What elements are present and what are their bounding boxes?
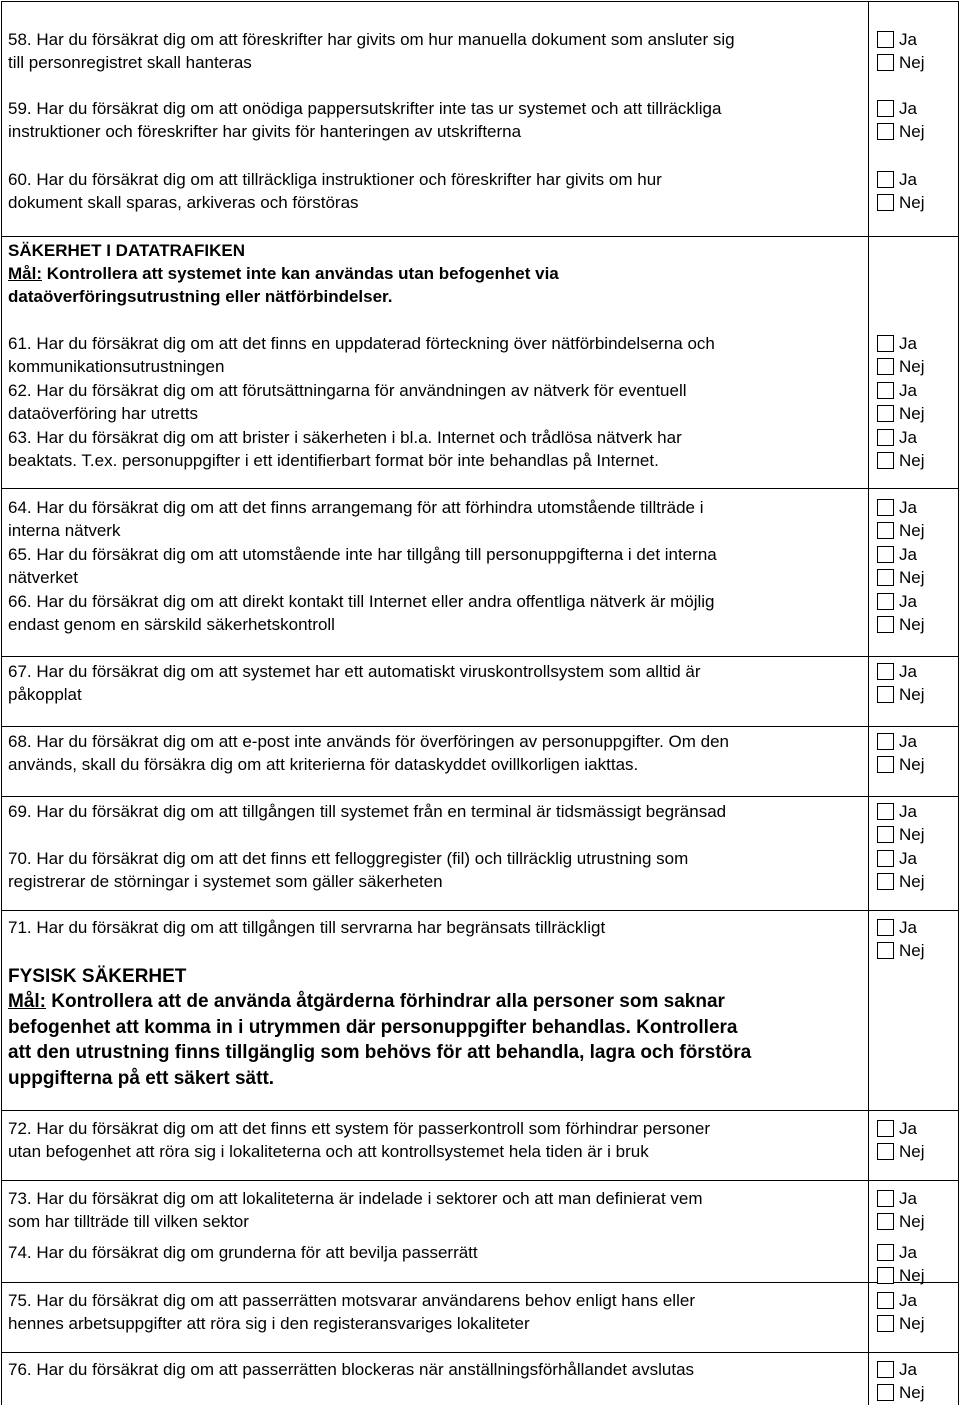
row-divider — [1, 1, 959, 2]
answer-options — [877, 847, 957, 893]
no-label: Nej — [899, 404, 925, 423]
no-label: Nej — [899, 1266, 925, 1285]
no-checkbox[interactable] — [877, 1267, 894, 1284]
question-text: 74. Har du försäkrat dig om grunderna för att bevilja passerrätt — [8, 1243, 478, 1262]
yes-checkbox[interactable] — [877, 919, 894, 936]
row-divider — [1, 488, 959, 489]
answer-options — [877, 332, 957, 378]
question-text: 66. Har du försäkrat dig om att direkt kontakt till Internet eller andra offentliga nätverk är möjlig endast genom en särskild säkerhetskontroll — [8, 592, 715, 634]
yes-checkbox[interactable] — [877, 31, 894, 48]
no-checkbox[interactable] — [877, 522, 894, 539]
row-divider — [1, 1352, 959, 1353]
no-checkbox[interactable] — [877, 942, 894, 959]
answer-options — [877, 379, 957, 425]
no-checkbox[interactable] — [877, 358, 894, 375]
yes-checkbox[interactable] — [877, 1361, 894, 1378]
yes-checkbox[interactable] — [877, 429, 894, 446]
no-label: Nej — [899, 357, 925, 376]
yes-checkbox[interactable] — [877, 1190, 894, 1207]
yes-label: Ja — [899, 170, 917, 189]
question-text: 72. Har du försäkrat dig om att det finns ett system för passerkontroll som förhindrar personer utan befogenhet att röra sig i lokaliteterna och att kontrollsystemet hela tiden är i bruk — [8, 1119, 711, 1161]
answer-options — [877, 168, 957, 214]
yes-checkbox[interactable] — [877, 546, 894, 563]
yes-checkbox[interactable] — [877, 335, 894, 352]
yes-checkbox[interactable] — [877, 1292, 894, 1309]
row-divider — [1, 1110, 959, 1111]
no-label: Nej — [899, 1212, 925, 1231]
answer-options — [877, 1358, 957, 1404]
yes-checkbox[interactable] — [877, 593, 894, 610]
table-column-divider — [868, 1, 869, 1405]
question-text: 67. Har du försäkrat dig om att systemet har ett automatiskt viruskontrollsystem som alltid är påkopplat — [8, 662, 701, 704]
no-label: Nej — [899, 521, 925, 540]
no-label: Nej — [899, 451, 925, 470]
no-label: Nej — [899, 615, 925, 634]
question-text: 61. Har du försäkrat dig om att det finns en uppdaterad förteckning över nätförbindelserna och kommunikationsutrustningen — [8, 334, 715, 376]
answer-options — [877, 916, 957, 962]
answer-options — [877, 730, 957, 776]
no-label: Nej — [899, 193, 925, 212]
yes-label: Ja — [899, 662, 917, 681]
question-text: 58. Har du försäkrat dig om att föreskrifter har givits om hur manuella dokument som ansluter sig till personregistret skall hanteras — [8, 30, 735, 72]
no-checkbox[interactable] — [877, 54, 894, 71]
no-label: Nej — [899, 685, 925, 704]
question-text: 70. Har du försäkrat dig om att det finns ett felloggregister (fil) och tillräcklig utrustning som registrerar de störningar i systemet som gäller säkerheten — [8, 849, 689, 891]
yes-label: Ja — [899, 1189, 917, 1208]
yes-label: Ja — [899, 381, 917, 400]
no-label: Nej — [899, 568, 925, 587]
no-label: Nej — [899, 941, 925, 960]
no-checkbox[interactable] — [877, 756, 894, 773]
yes-checkbox[interactable] — [877, 499, 894, 516]
answer-options — [877, 1117, 957, 1163]
no-checkbox[interactable] — [877, 569, 894, 586]
answer-options — [877, 1289, 957, 1335]
question-text: 59. Har du försäkrat dig om att onödiga pappersutskrifter inte tas ur systemet och att tillräckliga instruktioner och föreskrifter har givits för hanteringen av utskrifterna — [8, 99, 722, 141]
question-text: 69. Har du försäkrat dig om att tillgången till systemet från en terminal är tidsmässigt begränsad — [8, 802, 727, 821]
row-divider — [1, 1282, 959, 1283]
yes-label: Ja — [899, 1360, 917, 1379]
yes-label: Ja — [899, 1243, 917, 1262]
yes-checkbox[interactable] — [877, 100, 894, 117]
yes-label: Ja — [899, 592, 917, 611]
answer-options — [877, 97, 957, 143]
no-checkbox[interactable] — [877, 194, 894, 211]
no-checkbox[interactable] — [877, 405, 894, 422]
no-label: Nej — [899, 122, 925, 141]
yes-label: Ja — [899, 732, 917, 751]
yes-label: Ja — [899, 498, 917, 517]
section-goal — [8, 989, 864, 1091]
question-text: 73. Har du försäkrat dig om att lokaliteterna är indelade i sektorer och att man definierat vem som har tillträde till vilken sektor — [8, 1189, 703, 1231]
answer-options — [877, 496, 957, 542]
no-checkbox[interactable] — [877, 873, 894, 890]
table-border-right — [958, 1, 959, 1405]
answer-options — [877, 1241, 957, 1287]
row-divider — [1, 796, 959, 797]
yes-label: Ja — [899, 1291, 917, 1310]
yes-label: Ja — [899, 428, 917, 447]
no-checkbox[interactable] — [877, 452, 894, 469]
yes-label: Ja — [899, 849, 917, 868]
no-checkbox[interactable] — [877, 1315, 894, 1332]
no-label: Nej — [899, 1314, 925, 1333]
goal-prefix: Mål: — [8, 264, 42, 283]
no-checkbox[interactable] — [877, 1384, 894, 1401]
answer-options — [877, 660, 957, 706]
yes-checkbox[interactable] — [877, 663, 894, 680]
yes-label: Ja — [899, 802, 917, 821]
answer-options — [877, 1187, 957, 1233]
question-text: 71. Har du försäkrat dig om att tillgången till servrarna har begränsats tillräckligt — [8, 918, 606, 937]
question-text: 63. Har du försäkrat dig om att brister i säkerheten i bl.a. Internet och trådlösa nätverk har beaktats. T.ex. personuppgifter i ett identifierbart format bör inte behandlas på Internet. — [8, 428, 682, 470]
yes-label: Ja — [899, 1119, 917, 1138]
goal-text: Kontrollera att de använda åtgärderna förhindrar alla personer som saknar befogenhet att komma in i utrymmen där personuppgifter behandlas. Kontrollera att den utrustning finns tillgänglig som behövs för att behandla, lagra och förstöra uppgifterna på ett säkert sätt. — [8, 991, 752, 1089]
no-checkbox[interactable] — [877, 826, 894, 843]
yes-checkbox[interactable] — [877, 1120, 894, 1137]
yes-label: Ja — [899, 99, 917, 118]
yes-checkbox[interactable] — [877, 803, 894, 820]
answer-options — [877, 28, 957, 74]
no-label: Nej — [899, 872, 925, 891]
no-checkbox[interactable] — [877, 616, 894, 633]
yes-checkbox[interactable] — [877, 1244, 894, 1261]
no-label: Nej — [899, 1142, 925, 1161]
row-divider — [1, 656, 959, 657]
no-checkbox[interactable] — [877, 1143, 894, 1160]
yes-label: Ja — [899, 545, 917, 564]
yes-checkbox[interactable] — [877, 733, 894, 750]
question-text: 62. Har du försäkrat dig om att förutsättningarna för användningen av nätverk för eventuell dataöverföring har utretts — [8, 381, 687, 423]
no-label: Nej — [899, 53, 925, 72]
no-checkbox[interactable] — [877, 686, 894, 703]
section-title: SÄKERHET I DATATRAFIKEN — [8, 241, 246, 260]
section-goal — [8, 262, 858, 308]
answer-options — [877, 590, 957, 636]
goal-prefix: Mål: — [8, 991, 46, 1012]
question-text: 75. Har du försäkrat dig om att passerrätten motsvarar användarens behov enligt hans eller hennes arbetsuppgifter att röra sig i den registeransvariges lokaliteter — [8, 1291, 695, 1333]
yes-checkbox[interactable] — [877, 850, 894, 867]
no-label: Nej — [899, 1383, 925, 1402]
question-text: 65. Har du försäkrat dig om att utomstående inte har tillgång till personuppgifterna i det interna nätverket — [8, 545, 717, 587]
question-text: 68. Har du försäkrat dig om att e-post inte används för överföringen av personuppgifter. Om den används, skall du försäkra dig om att kriterierna för dataskyddet ovillkorligen iakttas. — [8, 732, 730, 774]
goal-text: Kontrollera att systemet inte kan användas utan befogenhet via dataöverföringsutrustning eller nätförbindelser. — [8, 264, 559, 306]
yes-checkbox[interactable] — [877, 382, 894, 399]
no-checkbox[interactable] — [877, 123, 894, 140]
yes-label: Ja — [899, 918, 917, 937]
question-text: 76. Har du försäkrat dig om att passerrätten blockeras när anställningsförhållandet avslutas — [8, 1360, 695, 1379]
section-title: FYSISK SÄKERHET — [8, 966, 187, 987]
no-checkbox[interactable] — [877, 1213, 894, 1230]
answer-options — [877, 800, 957, 846]
yes-label: Ja — [899, 30, 917, 49]
row-divider — [1, 1180, 959, 1181]
answer-options — [877, 543, 957, 589]
row-divider — [1, 910, 959, 911]
question-text: 60. Har du försäkrat dig om att tillräckliga instruktioner och föreskrifter har givits om hur dokument skall sparas, arkiveras och förstöras — [8, 170, 662, 212]
yes-label: Ja — [899, 334, 917, 353]
question-text: 64. Har du försäkrat dig om att det finns arrangemang för att förhindra utomstående tillträde i interna nätverk — [8, 498, 704, 540]
yes-checkbox[interactable] — [877, 171, 894, 188]
no-label: Nej — [899, 755, 925, 774]
answer-options — [877, 426, 957, 472]
table-border-left — [1, 1, 2, 1405]
no-label: Nej — [899, 825, 925, 844]
row-divider — [1, 726, 959, 727]
row-divider — [1, 236, 959, 237]
